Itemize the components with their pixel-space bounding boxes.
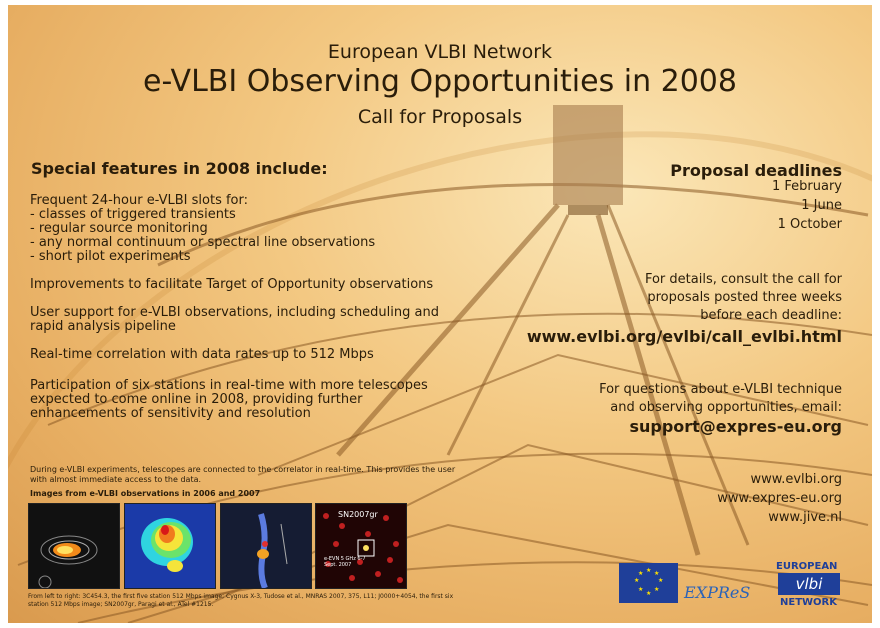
slots-intro: Frequent 24-hour e-VLBI slots for: bbox=[30, 193, 249, 208]
network-name: European VLBI Network bbox=[327, 41, 553, 63]
images-caption: Images from e-VLBI observations in 2006 and 2007 bbox=[30, 489, 261, 498]
deadline-date: 1 June bbox=[801, 198, 842, 213]
slot-item: - classes of triggered transients bbox=[30, 207, 236, 222]
evn-logo-bottom: NETWORK bbox=[780, 597, 838, 608]
image-3c454 bbox=[28, 503, 120, 589]
page-title: e-VLBI Observing Opportunities in 2008 bbox=[143, 64, 737, 99]
feature-item: Participation of six stations in real-time with more telescopes expected to come online in 2008, providing further enhancements of sensitivity and resolution bbox=[30, 378, 428, 421]
eu-flag-logo: ★ ★ ★ ★ ★ ★ ★ ★ bbox=[619, 563, 678, 603]
call-subtitle: Call for Proposals bbox=[357, 106, 523, 128]
evn-logo-mid: vlbi bbox=[778, 573, 840, 595]
expres-logo: EXPReS bbox=[684, 583, 751, 602]
deadlines-heading: Proposal deadlines bbox=[670, 161, 842, 180]
sn-label: SN2007gr bbox=[338, 510, 378, 519]
image-j0000-4054 bbox=[220, 503, 312, 589]
feature-item: Real-time correlation with data rates up to 512 Mbps bbox=[30, 347, 374, 362]
features-heading: Special features in 2008 include: bbox=[31, 159, 328, 178]
evn-logo-top: EUROPEAN bbox=[776, 561, 838, 572]
slot-item: - any normal continuum or spectral line observations bbox=[30, 235, 376, 250]
feature-item: User support for e-VLBI observations, including scheduling and rapid analysis pipeline bbox=[30, 305, 439, 334]
deadline-date: 1 February bbox=[771, 179, 842, 194]
link-evlbi[interactable]: www.evlbi.org bbox=[750, 472, 842, 487]
slot-item: - regular source monitoring bbox=[30, 221, 208, 236]
questions-text: For questions about e-VLBI technique and observing opportunities, email: bbox=[599, 382, 842, 415]
image-cygnus-x3 bbox=[124, 503, 216, 589]
poster bbox=[8, 5, 872, 623]
image-sn2007gr bbox=[315, 503, 407, 589]
link-jive[interactable]: www.jive.nl bbox=[768, 510, 842, 525]
support-email-link[interactable]: support@expres-eu.org bbox=[629, 417, 842, 436]
link-expres[interactable]: www.expres-eu.org bbox=[717, 491, 842, 506]
call-link[interactable]: www.evlbi.org/evlbi/call_evlbi.html bbox=[526, 327, 842, 346]
details-text: For details, consult the call for proposals posted three weeks before each deadline: bbox=[644, 272, 842, 323]
deadline-date: 1 October bbox=[777, 217, 842, 232]
realtime-note: During e-VLBI experiments, telescopes are connected to the correlator in real-time. This provides the user with almost immediate access to the data. bbox=[30, 465, 456, 484]
sn-sublabel: e-EVN 5 GHz 6-7 Sept. 2007 bbox=[324, 556, 366, 568]
feature-item: Improvements to facilitate Target of Opportunity observations bbox=[30, 277, 434, 292]
image-credits: From left to right: 3C454.3, the first five station 512 Mbps image; Cygnus X-3, Tudose et al., MNRAS 2007, 375, L11; J0000+4054, the first six station 512 Mbps image; SN2007gr, Paragi et al., ATel #1215. bbox=[28, 593, 454, 608]
slot-item: - short pilot experiments bbox=[30, 249, 191, 264]
